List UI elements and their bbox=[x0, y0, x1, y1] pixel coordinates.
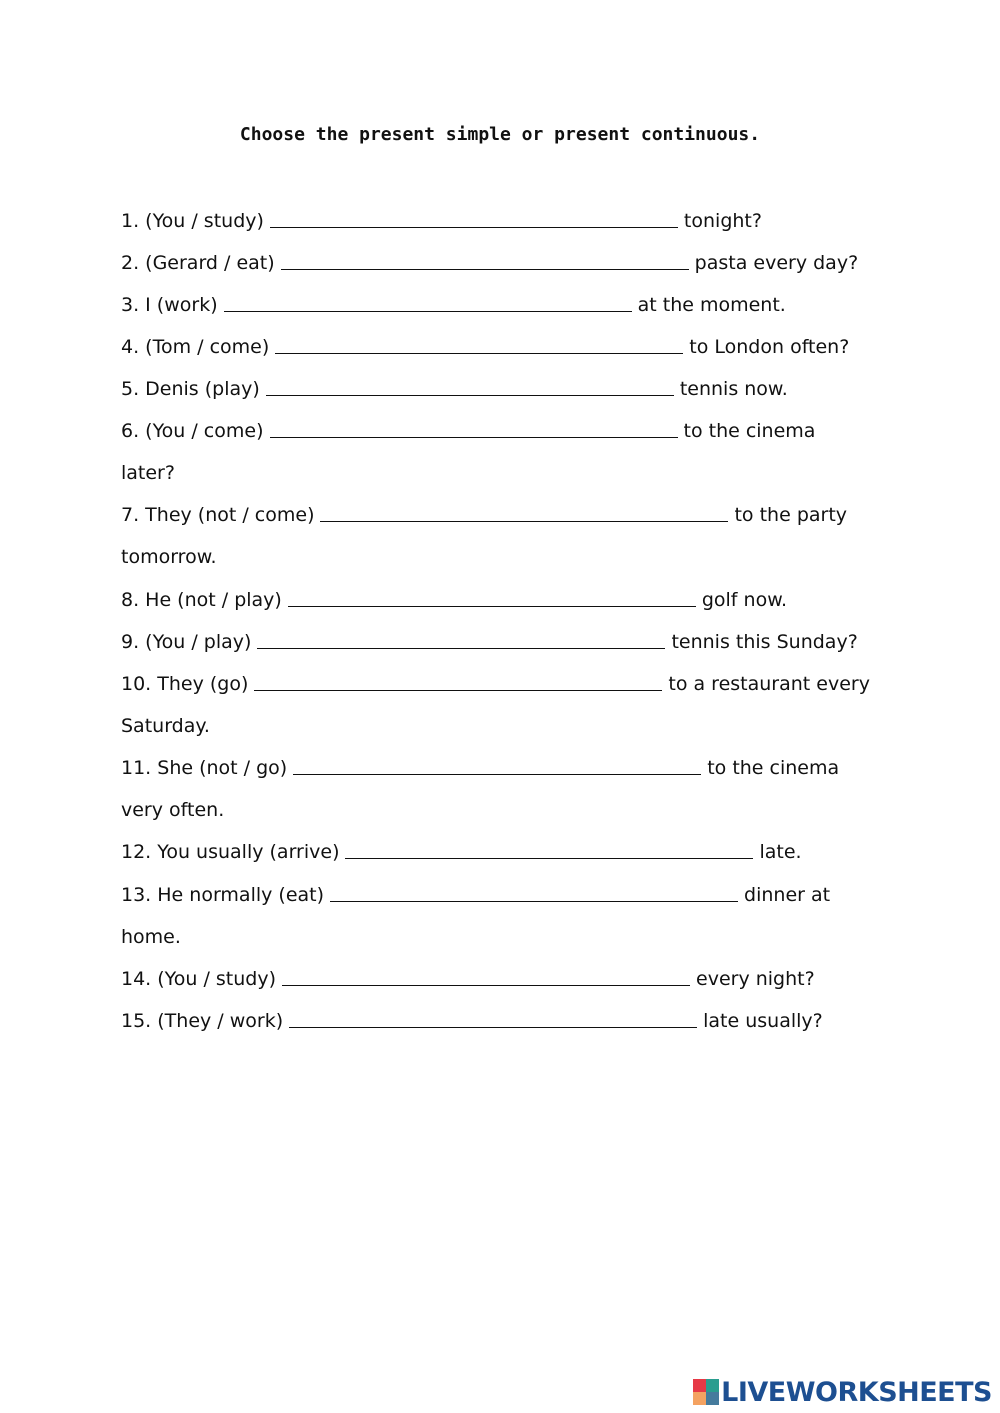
question-prompt: 12. You usually (arrive) bbox=[121, 841, 340, 863]
question-suffix: every night? bbox=[696, 968, 815, 990]
question-suffix: to the cinema bbox=[683, 420, 816, 442]
question-prompt: 3. I (work) bbox=[121, 294, 218, 316]
question-4 bbox=[121, 332, 849, 358]
question-12 bbox=[121, 837, 802, 863]
answer-blank-2[interactable] bbox=[281, 249, 689, 270]
question-suffix: dinner at bbox=[744, 884, 831, 906]
question-prompt: 8. He (not / play) bbox=[121, 589, 282, 611]
answer-blank-13[interactable] bbox=[330, 881, 738, 902]
answer-blank-1[interactable] bbox=[270, 207, 678, 228]
question-14 bbox=[121, 964, 815, 990]
question-prompt: 14. (You / study) bbox=[121, 968, 277, 990]
question-suffix: at the moment. bbox=[637, 294, 786, 316]
question-5 bbox=[121, 374, 788, 400]
question-suffix: to a restaurant every bbox=[668, 673, 870, 695]
question-suffix: to the party bbox=[734, 504, 848, 526]
logo-grid-icon bbox=[693, 1379, 719, 1405]
question-prompt: 1. (You / study) bbox=[121, 210, 264, 232]
question-suffix: tennis this Sunday? bbox=[671, 631, 858, 653]
question-10-continuation: Saturday. bbox=[121, 715, 210, 737]
question-8 bbox=[121, 585, 787, 611]
question-prompt: 11. She (not / go) bbox=[121, 757, 288, 779]
liveworksheets-logo[interactable] bbox=[693, 1377, 992, 1407]
question-7-continuation: tomorrow. bbox=[121, 546, 217, 568]
question-7 bbox=[121, 500, 847, 526]
answer-blank-3[interactable] bbox=[224, 291, 632, 312]
question-prompt: 2. (Gerard / eat) bbox=[121, 252, 275, 274]
question-suffix: golf now. bbox=[701, 589, 788, 611]
question-suffix: late usually? bbox=[703, 1010, 823, 1032]
question-10 bbox=[121, 669, 870, 695]
question-suffix: late. bbox=[759, 841, 802, 863]
answer-blank-15[interactable] bbox=[289, 1007, 697, 1028]
question-1 bbox=[121, 206, 762, 232]
question-suffix: to the cinema bbox=[707, 757, 840, 779]
question-6-continuation: later? bbox=[121, 462, 175, 484]
answer-blank-9[interactable] bbox=[257, 628, 665, 649]
question-6 bbox=[121, 416, 815, 442]
answer-blank-5[interactable] bbox=[266, 375, 674, 396]
question-15 bbox=[121, 1006, 823, 1032]
question-9 bbox=[121, 627, 858, 653]
question-suffix: to London often? bbox=[689, 336, 850, 358]
question-2 bbox=[121, 248, 858, 274]
question-13-continuation: home. bbox=[121, 926, 181, 948]
answer-blank-11[interactable] bbox=[293, 754, 701, 775]
logo-text: LIVEWORKSHEETS bbox=[721, 1376, 992, 1408]
question-prompt: 5. Denis (play) bbox=[121, 378, 260, 400]
answer-blank-10[interactable] bbox=[254, 670, 662, 691]
answer-blank-6[interactable] bbox=[270, 417, 678, 438]
worksheet-title: Choose the present simple or present continuous. bbox=[239, 124, 761, 145]
answer-blank-8[interactable] bbox=[288, 586, 696, 607]
question-prompt: 10. They (go) bbox=[121, 673, 249, 695]
answer-blank-4[interactable] bbox=[275, 333, 683, 354]
question-13 bbox=[121, 880, 830, 906]
question-11 bbox=[121, 753, 839, 779]
question-11-continuation: very often. bbox=[121, 799, 225, 821]
question-suffix: tonight? bbox=[683, 210, 762, 232]
question-suffix: tennis now. bbox=[679, 378, 788, 400]
answer-blank-12[interactable] bbox=[345, 838, 753, 859]
answer-blank-14[interactable] bbox=[282, 965, 690, 986]
question-prompt: 13. He normally (eat) bbox=[121, 884, 325, 906]
question-prompt: 4. (Tom / come) bbox=[121, 336, 270, 358]
question-prompt: 15. (They / work) bbox=[121, 1010, 284, 1032]
question-prompt: 6. (You / come) bbox=[121, 420, 264, 442]
question-prompt: 7. They (not / come) bbox=[121, 504, 315, 526]
question-suffix: pasta every day? bbox=[694, 252, 859, 274]
question-prompt: 9. (You / play) bbox=[121, 631, 252, 653]
answer-blank-7[interactable] bbox=[320, 501, 728, 522]
question-3 bbox=[121, 290, 786, 316]
